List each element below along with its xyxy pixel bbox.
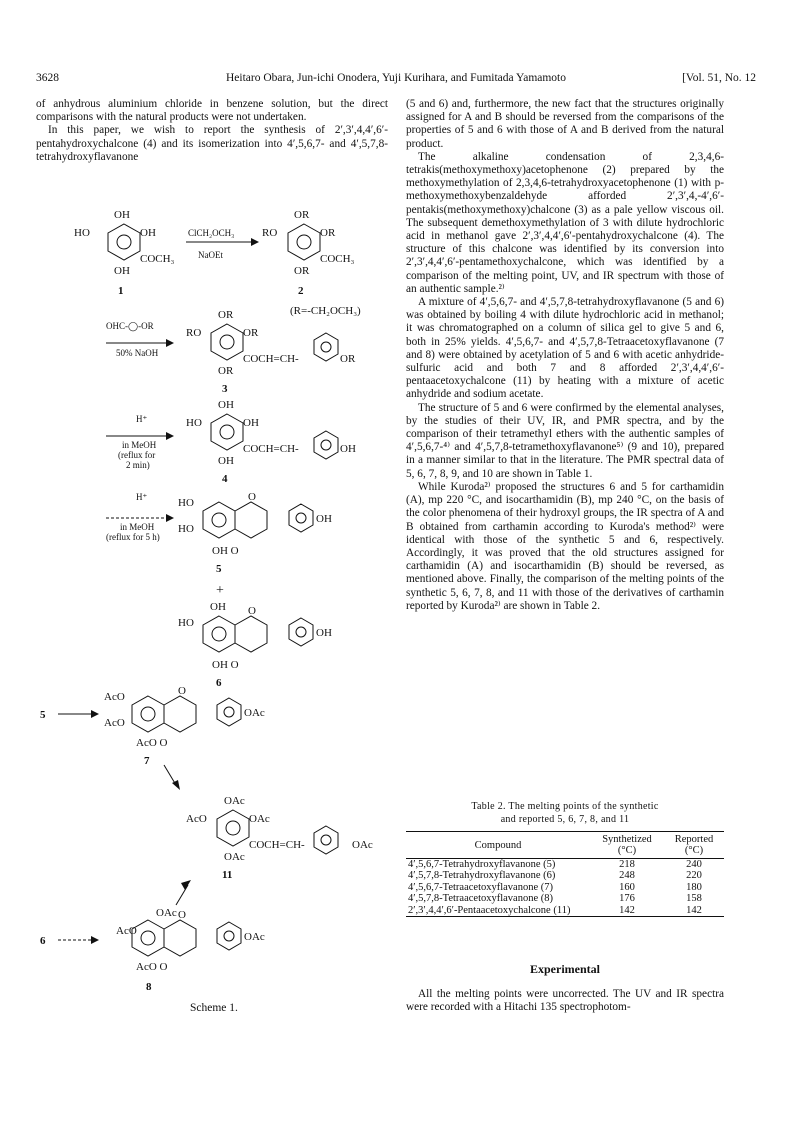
aromatic-circle	[141, 707, 155, 721]
table-row	[406, 870, 724, 881]
compound-number-5: 5	[216, 563, 222, 575]
reagent-label: OHC-◯-OR	[106, 321, 154, 331]
substituent-label: OH	[316, 513, 332, 525]
benzene-ring	[211, 414, 243, 450]
substituent-label: RO	[262, 227, 278, 239]
aryl-ring	[314, 826, 338, 854]
substituent-label: OR	[218, 365, 234, 377]
substituent-label: HO	[186, 417, 202, 429]
pyranone-ring	[235, 616, 267, 652]
substituent-label: OH O	[212, 659, 239, 671]
aromatic-circle	[224, 707, 234, 717]
substituent-label: HO	[178, 617, 194, 629]
aromatic-circle	[220, 335, 234, 349]
substituent-label: HO	[74, 227, 90, 239]
reported-cell: 158	[686, 893, 702, 905]
paragraph: All the melting points were uncorrected. The UV and IR spectra were recorded with a Hitachi 135 spectrophotom-	[406, 988, 724, 1014]
compound-cell: 4′,5,7,8-Tetraacetoxyflavanone (8)	[408, 893, 553, 905]
scheme-caption: Scheme 1.	[190, 1002, 238, 1014]
substituent-label: AcO	[186, 813, 207, 825]
substituent-label: OR	[294, 265, 310, 277]
aromatic-circle	[212, 513, 226, 527]
header-compound: Compound	[406, 832, 590, 859]
substituent-label: OH	[210, 601, 226, 613]
linker-label: COCH=CH-	[243, 353, 299, 365]
substituent-label: OH	[340, 443, 356, 455]
table-row	[406, 893, 724, 904]
substituent-label: OAc	[224, 795, 245, 807]
reported-cell: 240	[686, 859, 702, 870]
header-synthetized: Synthetized (°C)	[590, 832, 664, 859]
aryl-ring	[314, 431, 338, 459]
substituent-label: OR	[320, 227, 336, 239]
substituent-label: AcO	[104, 691, 125, 703]
substituent-label: OR	[218, 309, 234, 321]
table-row	[406, 859, 724, 871]
reaction-scheme	[36, 200, 396, 1030]
synthetized-cell: 248	[619, 870, 635, 882]
substituent-label: OAc	[244, 931, 265, 943]
benzene-ring	[108, 224, 140, 260]
aryl-ring	[289, 618, 313, 646]
r-definition: (R=-CH₂OCH₃)	[290, 305, 361, 317]
paragraph: of anhydrous aluminium chloride in benzene solution, but the direct comparisons with the natural products were not undertaken.	[36, 98, 388, 124]
reagent-label: ClCH₂OCH₃	[188, 228, 235, 238]
substituent-label: RO	[186, 327, 202, 339]
substituent-label: OR	[243, 327, 259, 339]
substituent-label: AcO	[104, 717, 125, 729]
experimental-text	[406, 988, 724, 1014]
pyranone-ring	[164, 920, 196, 956]
right-column-text	[406, 98, 724, 613]
substituent-label: COCH₃	[140, 253, 175, 265]
linker-label: COCH=CH-	[249, 839, 305, 851]
reagent-label: (reflux for	[118, 450, 156, 460]
compound-number-4: 4	[222, 473, 228, 485]
aromatic-circle	[296, 627, 306, 637]
paragraph: While Kuroda²⁾ proposed the structures 6 and 5 for carthamidin (A), mp 220 °C, and isocarthamidin (B), mp 240 °C, on the basis of the color phenomena of their hydroxyl groups, the IR spectra of A and B obtained from carthamin according to Kuroda's method²⁾ were identical with those of the synthetic 5 and 6, respectively. Accordingly, it was proved that the old structures assigned for carthamidin (A) and isocarthamidin (B) should be reversed, as mentioned above. Finally, the comparison of the melting points of the synthetic 5, 6, 7, 8, and 11 with those of the derivatives of carthamin reported by Kuroda²⁾ are shown in Table 2.	[406, 480, 724, 612]
header-reported: Reported (°C)	[664, 832, 724, 859]
author-line: Heitaro Obara, Jun-ichi Onodera, Yuji Kurihara, and Fumitada Yamamoto	[225, 72, 567, 84]
substituent-label: OR	[294, 209, 310, 221]
source-label: 6	[40, 935, 46, 947]
substituent-label: OH	[218, 455, 234, 467]
compound-cell: 4′,5,6,7-Tetraacetoxyflavanone (7)	[408, 881, 553, 893]
source-label: 5	[40, 709, 46, 721]
section-heading: Experimental	[530, 962, 600, 976]
substituent-label: COCH₃	[320, 253, 355, 265]
compound-number-8: 8	[146, 981, 152, 993]
substituent-label: OH	[316, 627, 332, 639]
aryl-ring	[217, 698, 241, 726]
synthetized-cell: 142	[590, 905, 664, 917]
ring-oxygen: O	[248, 491, 256, 503]
benzene-ring	[132, 696, 164, 732]
compound-number-2: 2	[298, 285, 304, 297]
paragraph: A mixture of 4′,5,6,7- and 4′,5,7,8-tetrahydroxyflavanone (5 and 6) was obtained by boiling 4 with dilute hydrochloric acid in methanol; it was chromatographed on a column of silica gel to give 5 and 6, both in 25% yields. 4′,5,6,7- and 4′,5,7,8-Tetraacetoxyflavanone (7 and 8) were obtained by acetylation of 5 and 6 with acetic anhydride-sulfuric acid and both 7 and 8 afforded 2′,3′,4,4′,6′-pentaacetoxychalcone (11) by heating with a mixture of acetic anhydride and sodium acetate.	[406, 296, 724, 401]
aromatic-circle	[297, 235, 311, 249]
aromatic-circle	[212, 627, 226, 641]
scheme-drawing	[36, 200, 396, 1000]
synthetized-cell: 160	[619, 881, 635, 893]
substituent-label: HO	[178, 523, 194, 535]
pyranone-ring	[164, 696, 196, 732]
aromatic-circle	[224, 931, 234, 941]
substituent-label: HO	[178, 497, 194, 509]
volume-info: [Vol. 51, No. 12	[682, 72, 756, 84]
reported-cell: 220	[686, 870, 702, 882]
substituent-label: OAc	[224, 851, 245, 863]
table-row	[406, 882, 724, 893]
reagent-label: NaOEt	[198, 250, 223, 260]
substituent-label: OAc	[156, 907, 177, 919]
table-caption-line: Table 2. The melting points of the synthetic	[471, 801, 659, 812]
benzene-ring	[203, 502, 235, 538]
plus-sign: +	[216, 583, 224, 598]
compound-number-7: 7	[144, 755, 150, 767]
aromatic-circle	[117, 235, 131, 249]
aromatic-circle	[321, 440, 331, 450]
melting-point-table	[406, 831, 724, 917]
table-header-row	[406, 832, 724, 859]
compound-number-11: 11	[222, 869, 233, 881]
compound-cell: 4′,5,7,8-Tetrahydroxyflavanone (6)	[408, 870, 556, 882]
linker-label: COCH=CH-	[243, 443, 299, 455]
compound-number-6: 6	[216, 677, 222, 689]
aromatic-circle	[220, 425, 234, 439]
page-number: 3628	[36, 72, 59, 84]
substituent-label: OH	[140, 227, 156, 239]
table-caption	[406, 800, 724, 826]
synthetized-cell: 218	[619, 859, 635, 870]
substituent-label: OH	[218, 399, 234, 411]
reagent-label: 2 min)	[126, 460, 150, 470]
substituent-label: OR	[340, 353, 356, 365]
paragraph: The structure of 5 and 6 were confirmed by the elemental analyses, by the studies of their UV, IR, and PMR spectra, and by the comparison of their tetramethyl ethers with the authentic samples of 4′,5,6,7-⁴⁾ and 4′,5,7,8-tetramethoxyflavanone⁵⁾ (9 and 10), prepared in a manner similar to that in the literature. The PMR spectral data of 5, 6, 7, 8, 9, and 10 are shown in Table 1.	[406, 401, 724, 480]
reagent-label: in MeOH	[120, 522, 155, 532]
reagent-label: 50% NaOH	[116, 348, 159, 358]
aryl-ring	[217, 922, 241, 950]
ring-oxygen: O	[178, 909, 186, 921]
compound-number-3: 3	[222, 383, 228, 395]
compound-number-1: 1	[118, 285, 124, 297]
substituent-label: AcO O	[136, 961, 168, 973]
substituent-label: OH	[243, 417, 259, 429]
aromatic-circle	[321, 835, 331, 845]
benzene-ring	[217, 810, 249, 846]
substituent-label: AcO	[116, 925, 137, 937]
compound-cell: 4′,5,6,7-Tetrahydroxyflavanone (5)	[408, 859, 556, 870]
ring-oxygen: O	[248, 605, 256, 617]
compound-cell: 2′,3′,4,4′,6′-Pentaacetoxychalcone (11)	[406, 905, 590, 917]
aromatic-circle	[226, 821, 240, 835]
paragraph: In this paper, we wish to report the synthesis of 2′,3′,4,4′,6′-pentahydroxychalcone (4) and its isomerization into 4′,5,6,7- and 4′,5,7,8-tetrahydroxyflavanone	[36, 124, 388, 163]
reagent-label: (reflux for 5 h)	[106, 532, 160, 542]
benzene-ring	[203, 616, 235, 652]
reagent-label: H⁺	[136, 492, 148, 502]
table-caption-line: and reported 5, 6, 7, 8, and 11	[500, 814, 630, 825]
aryl-ring	[314, 333, 338, 361]
ring-oxygen: O	[178, 685, 186, 697]
substituent-label: AcO O	[136, 737, 168, 749]
pyranone-ring	[235, 502, 267, 538]
running-header	[36, 72, 756, 88]
aromatic-circle	[296, 513, 306, 523]
synthetized-cell: 176	[619, 893, 635, 905]
benzene-ring	[288, 224, 320, 260]
substituent-label: OAc	[352, 839, 373, 851]
paragraph: The alkaline condensation of 2,3,4,6-tetrakis(methoxymethoxy)acetophenone (2) prepared by the methoxymethylation of 2,3,4,6-tetrahydroxyacetophenone (1) with p-methoxymethoxybenzaldehyde afforded 2′,3′,4,-4′,6′-pentakis(methoxymethoxy)chalcone (3) as a pale yellow viscous oil. The subsequent demethoxymethylation of 3 with dilute hydrochloric acid in methanol gave 2′,3′,4,4′,6′-pentahydroxychalcone (4). The structure of this chalcone was identified by its conversion into 2′,3′,4,4′,6′-pentamethoxychalcone, which was identified by a comparison of the melting point, UV, and IR spectrum with those of an authentic sample.²⁾	[406, 150, 724, 295]
substituent-label: OH	[114, 265, 130, 277]
aryl-ring	[289, 504, 313, 532]
substituent-label: OH	[114, 209, 130, 221]
reagent-label: H⁺	[136, 414, 148, 424]
left-column-text	[36, 98, 388, 164]
reported-cell: 180	[686, 881, 702, 893]
aromatic-circle	[141, 931, 155, 945]
paragraph: (5 and 6) and, furthermore, the new fact that the structures originally assigned for A and B should be reversed from the comparisons of the properties of 5 and 6 with those of A and B derived from the natural product.	[406, 98, 724, 150]
reported-cell: 142	[664, 905, 724, 917]
reagent-label: in MeOH	[122, 440, 157, 450]
benzene-ring	[132, 920, 164, 956]
benzene-ring	[211, 324, 243, 360]
substituent-label: OH O	[212, 545, 239, 557]
aromatic-circle	[321, 342, 331, 352]
table-row	[406, 905, 724, 917]
scheme-text	[40, 209, 373, 993]
substituent-label: OAc	[249, 813, 270, 825]
substituent-label: OAc	[244, 707, 265, 719]
